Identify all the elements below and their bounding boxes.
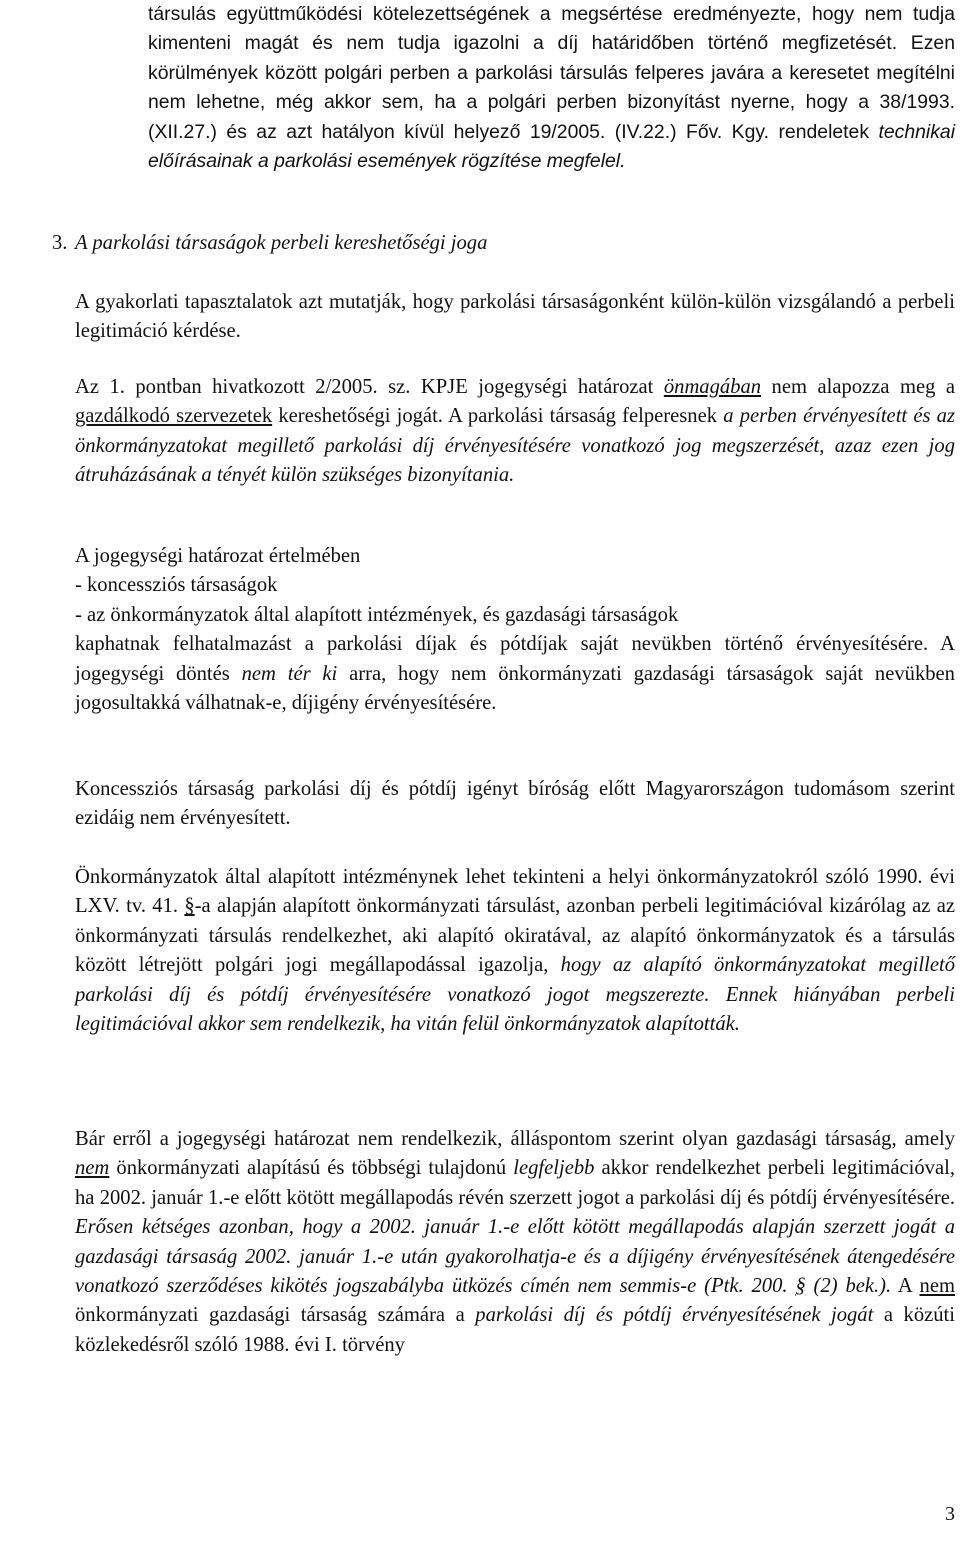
paragraph-5 xyxy=(75,863,955,1039)
section-number: 3. xyxy=(52,232,68,254)
emphasis-nem: nem xyxy=(75,1157,110,1180)
emphasis-nem-ter-ki: nem tér ki xyxy=(241,662,338,685)
text-span: nem alapozza meg a xyxy=(761,376,955,398)
section-title: A parkolási társaságok perbeli kereshetőségi joga xyxy=(75,232,488,254)
italic-span: parkolási díj és pótdíj érvényesítésének jogát xyxy=(475,1304,874,1327)
underline-nem: nem xyxy=(919,1275,955,1298)
list-intro: A jogegységi határozat értelmében xyxy=(75,545,361,567)
section-sign: § xyxy=(184,895,195,918)
underline-gazdalkodo: gazdálkodó szervezetek xyxy=(75,405,273,428)
text-span: Bár erről a jogegységi határozat nem rendelkezik, álláspontom szerint olyan gazdasági társaság, amely xyxy=(75,1128,955,1150)
text-span: arra, hogy nem önkormányzati gazdasági társaságok saját nevükben jogosultakká válhatnak-e, díjigény érvényesítésére. xyxy=(75,662,955,715)
paragraph-continuation xyxy=(148,0,955,176)
page-number: 3 xyxy=(945,1503,955,1525)
italic-span: (2) bek.). xyxy=(805,1275,892,1298)
text-span: Az 1. pontban hivatkozott 2/2005. sz. KPJE jogegységi határozat xyxy=(75,376,664,398)
text-span: -a alapján alapított önkormányzati társulást, azonban perbeli legitimációval kizárólag az az önkormányzati társulás rendelkezhet, aki alapító okiratával, az alapító önkormányzatok és a társulás között létrejött polgári jogi megállapodással igazolja, xyxy=(75,895,955,977)
text-span: A xyxy=(891,1275,920,1298)
paragraph-3 xyxy=(75,542,955,718)
text-span: önkormányzati alapítású és többségi tulajdonú xyxy=(109,1157,514,1180)
text-span: Önkormányzatok által alapított intézménynek lehet tekinteni a helyi önkormányzatokról szóló 1990. évi LXV. tv. 41. xyxy=(75,866,955,918)
italic-span: technikai előírásainak a parkolási események rögzítése megfelel. xyxy=(148,120,955,173)
list-item: - koncessziós társaságok xyxy=(75,574,278,597)
text-span: akkor rendelkezhet perbeli legitimációval, ha 2002. január 1.-e előtt kötött megállapodás révén szerzett jogot a parkolási díj és pótdíj érvényesítésére. xyxy=(75,1157,955,1209)
emphasis-legfeljebb: legfeljebb xyxy=(513,1157,595,1180)
list-item: - az önkormányzatok által alapított intézmények, és gazdasági társaságok xyxy=(75,603,679,626)
paragraph-2 xyxy=(75,373,955,491)
paragraph-6 xyxy=(75,1125,955,1360)
section-sign: § xyxy=(795,1275,806,1298)
text-span: kereshetőségi jogát. A parkolási társaság felperesnek xyxy=(272,405,724,428)
text-span: a közúti közlekedésről szóló 1988. évi I. törvény xyxy=(75,1304,955,1356)
text-span: önkormányzati gazdasági társaság számára a xyxy=(75,1304,476,1327)
text-span: társulás együttműködési kötelezettségének a megsértése eredményezte, hogy nem tudja kimenteni magát és nem tudja igazolni a díj határidőben történő megfizetését. Ezen körülmények között polgári perben a parkolási társulás felperes javára a keresetet megítélni nem lehetne, még akkor sem, ha a polgári perben bizonyítást nyerne, hogy a 38/1993. (XII.27.) és az azt hatályon kívül helyező 19/2005. (IV.22.) Főv. Kgy. rendeletek xyxy=(148,3,955,143)
paragraph-1: A gyakorlati tapasztalatok azt mutatják, hogy parkolási társaságonként külön-külön vizsgálandó a perbeli legitimáció kérdése. xyxy=(75,291,955,343)
text-span: kaphatnak felhatalmazást a parkolási díjak és pótdíjak saját nevükben történő érvényesítésére. A jogegységi döntés xyxy=(75,633,955,685)
emphasis-onmagaban: önmagában xyxy=(663,376,762,398)
italic-span: hogy az alapító önkormányzatokat megillető parkolási díj és pótdíj érvényesítésére vonatkozó jogot megszerezte. Ennek hiányában perbeli legitimációval akkor sem rendelkezik, ha vitán felül önkormányzatok alapították. xyxy=(75,954,955,1036)
italic-span: a perben érvényesített és az önkormányzatokat megillető parkolási díj érvényesítésére vonatkozó jog megszerzését, azaz ezen jog átruházásának a tényét külön szükséges bizonyítania. xyxy=(75,405,955,487)
italic-span: Erősen kétséges azonban, hogy a 2002. január 1.-e előtt kötött megállapodás alapján szerzett jogát a gazdasági társaság 2002. január 1.-e után gyakorolhatja-e és a díjigény érvényesítésének átengedésére vonatkozó szerződéses kikötés jogszabályba ütközés címén nem semmis-e (Ptk. 200. xyxy=(75,1216,955,1298)
section-heading xyxy=(52,229,487,258)
paragraph-4: Koncessziós társaság parkolási díj és pótdíj igényt bíróság előtt Magyarországon tudomásom szerint ezidáig nem érvényesített. xyxy=(75,778,955,830)
